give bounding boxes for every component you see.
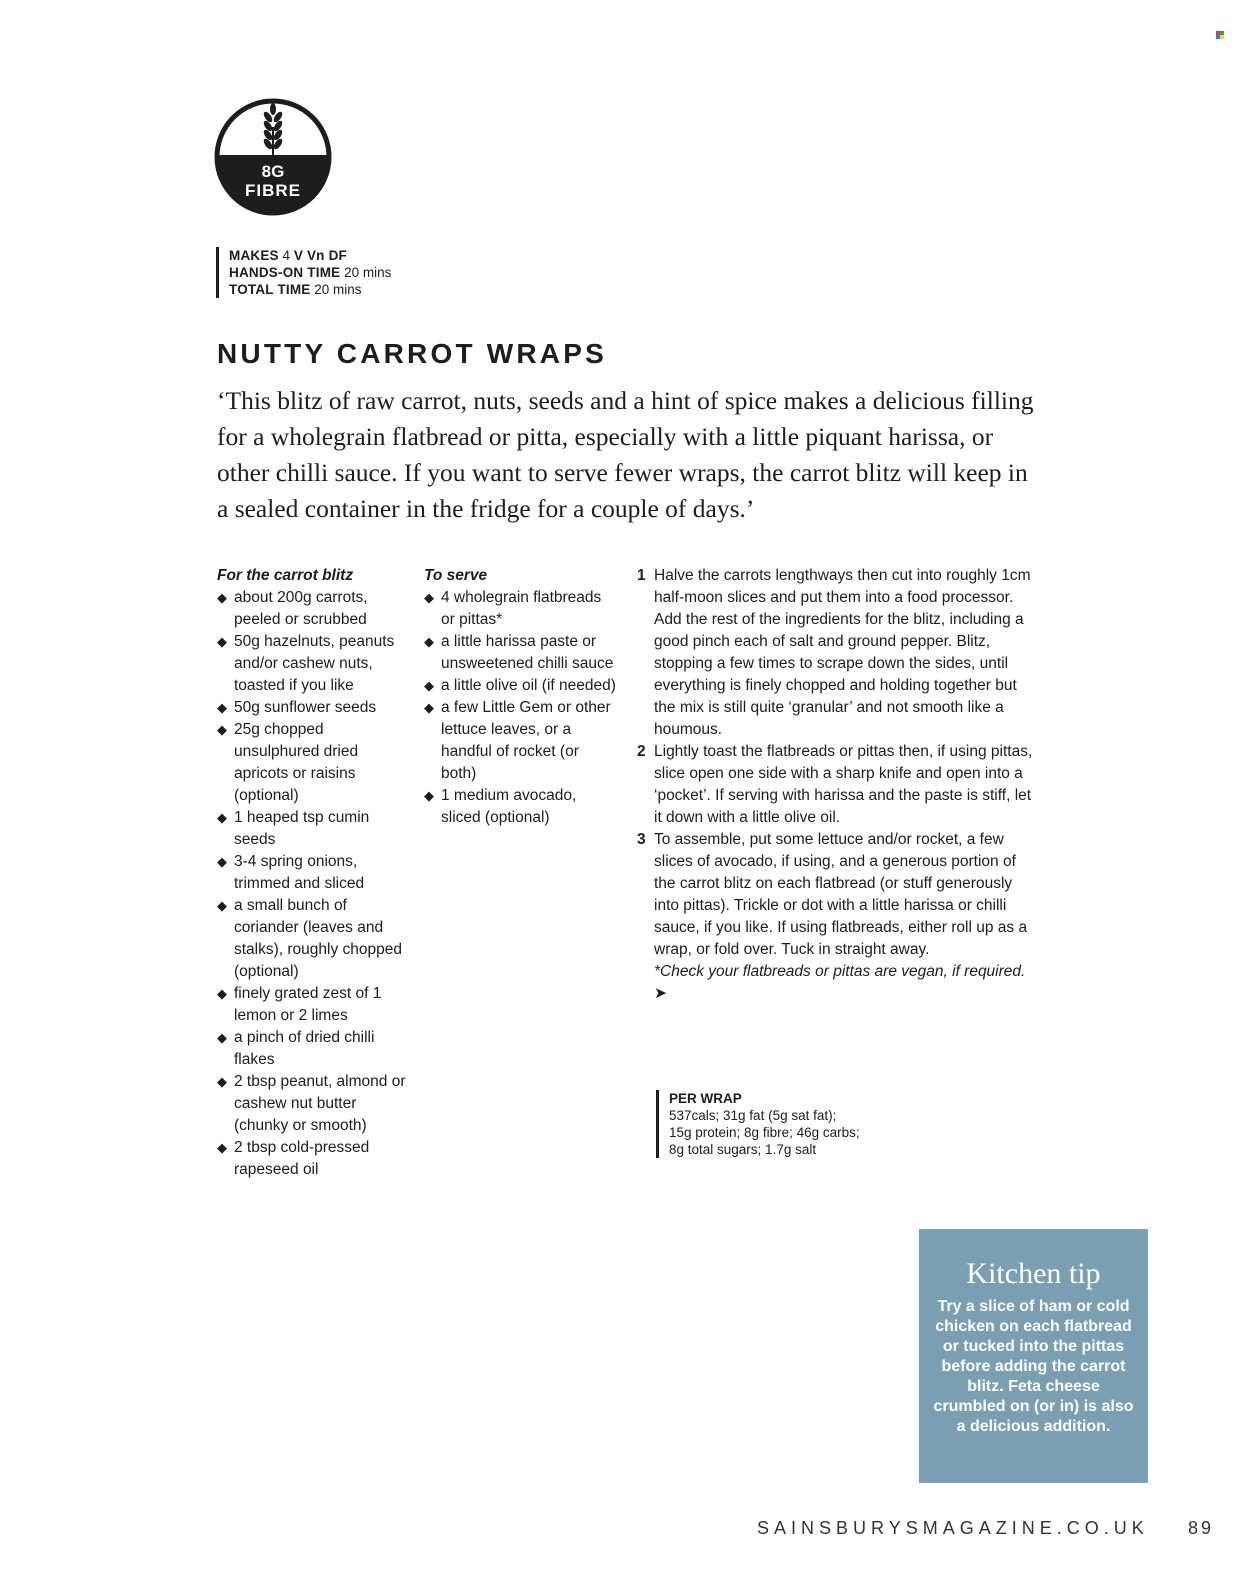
step-text: Lightly toast the flatbreads or pittas then, if using pittas, slice open one side with a sharp knife and open into a ‘pocket’. If serving with harissa and the paste is stiff, let it down with a little olive oil.	[654, 743, 1033, 826]
ingredient-item: ◆ 4 wholegrain flatbreads or pittas*	[424, 587, 616, 631]
badge-label: FIBRE	[245, 181, 301, 200]
ingredient-item: ◆ 50g hazelnuts, peanuts and/or cashew nuts, toasted if you like	[217, 631, 412, 697]
ingredient-item: ◆ a little olive oil (if needed)	[424, 675, 616, 697]
ingredient-item: ◆ finely grated zest of 1 lemon or 2 limes	[217, 983, 412, 1027]
to-serve-heading: To serve	[424, 567, 488, 584]
badge-amount: 8G	[261, 162, 285, 181]
nutrition-line: 8g total sugars; 1.7g salt	[669, 1142, 817, 1157]
ingredient-item: ◆ 1 medium avocado, sliced (optional)	[424, 785, 616, 829]
ingredient-item: ◆ a few Little Gem or other lettuce leaves, or a handful of rocket (or both)	[424, 697, 616, 785]
kitchen-tip-body: Try a slice of ham or cold chicken on each flatbread or tucked into the pittas before adding the carrot blitz. Feta cheese crumbled on (or in) is also a delicious addition.	[933, 1298, 1134, 1435]
makes-label: MAKES	[229, 248, 279, 263]
method-step	[637, 565, 1037, 741]
kitchen-tip-title: Kitchen tip	[966, 1257, 1101, 1290]
step-number: 2	[637, 743, 646, 760]
ingredient-item: ◆ 3-4 spring onions, trimmed and sliced	[217, 851, 412, 895]
ingredient-item: ◆ about 200g carrots, peeled or scrubbed	[217, 587, 412, 631]
ingredient-item: ◆ 2 tbsp peanut, almond or cashew nut butter (chunky or smooth)	[217, 1071, 412, 1137]
makes-line	[229, 247, 391, 264]
page-number: 89	[1188, 1518, 1215, 1538]
method-step	[637, 829, 1037, 961]
nutrition-heading: PER WRAP	[669, 1091, 742, 1106]
ingredient-item: ◆ 25g chopped unsulphured dried apricots or raisins (optional)	[217, 719, 412, 807]
ingredient-item: ◆ 1 heaped tsp cumin seeds	[217, 807, 412, 851]
ingredient-item: ◆ a little harissa paste or unsweetened chilli sauce	[424, 631, 616, 675]
diet-tags: V Vn DF	[293, 248, 347, 263]
to-serve-ingredients	[424, 565, 616, 829]
method-step	[637, 741, 1037, 829]
carrot-blitz-heading: For the carrot blitz	[217, 567, 354, 584]
hands-on-value: 20 mins	[344, 265, 392, 280]
step-text: Halve the carrots lengthways then cut into roughly 1cm half-moon slices and put them into a food processor. Add the rest of the ingredients for the blitz, including a good pinch each of salt and ground pepper. Blitz, stopping a few times to scrape down the sides, until everything is finely chopped and holding together but the mix is still quite ‘granular’ and not smooth like a houmous.	[654, 567, 1031, 738]
total-time-label: TOTAL TIME	[229, 282, 311, 297]
total-time-line	[229, 281, 391, 298]
footer-website: SAINSBURYSMAGAZINE.CO.UK	[757, 1518, 1149, 1538]
recipe-meta	[216, 247, 391, 298]
vegan-note: *Check your flatbreads or pittas are vegan, if required. ➤	[654, 963, 1026, 1002]
fibre-badge	[213, 97, 333, 217]
kitchen-tip-box	[919, 1229, 1148, 1483]
ingredient-item: ◆ a pinch of dried chilli flakes	[217, 1027, 412, 1071]
ingredient-item: ◆ 50g sunflower seeds	[217, 697, 412, 719]
step-text: To assemble, put some lettuce and/or rocket, a few slices of avocado, if using, and a generous portion of the carrot blitz on each flatbread (or stuff generously into pittas). Trickle or dot with a little harissa or chilli sauce, if you like. If using flatbreads, either roll up as a wrap, or fold over. Tuck in straight away.	[654, 831, 1028, 958]
color-registration-mark	[1216, 31, 1224, 39]
nutrition-line: 15g protein; 8g fibre; 46g carbs;	[669, 1125, 860, 1140]
ingredient-item: ◆ 2 tbsp cold-pressed rapeseed oil	[217, 1137, 412, 1181]
recipe-intro: ‘This blitz of raw carrot, nuts, seeds and a hint of spice makes a delicious filling for a wholegrain flatbread or pitta, especially with a little piquant harissa, or other chilli sauce. If you want to serve fewer wraps, the carrot blitz will keep in a sealed container in the fridge for a couple of days.’	[217, 386, 1034, 523]
method-steps	[637, 565, 1037, 1005]
nutrition-line: 537cals; 31g fat (5g sat fat);	[669, 1108, 837, 1123]
ingredient-item: ◆ a small bunch of coriander (leaves and stalks), roughly chopped (optional)	[217, 895, 412, 983]
step-number: 1	[637, 567, 646, 584]
total-time-value: 20 mins	[314, 282, 362, 297]
makes-value: 4	[282, 248, 291, 263]
nutrition-info	[656, 1090, 860, 1158]
carrot-blitz-ingredients	[217, 565, 412, 1181]
hands-on-line	[229, 264, 391, 281]
step-number: 3	[637, 831, 646, 848]
hands-on-label: HANDS-ON TIME	[229, 265, 341, 280]
recipe-title: NUTTY CARROT WRAPS	[217, 338, 607, 369]
